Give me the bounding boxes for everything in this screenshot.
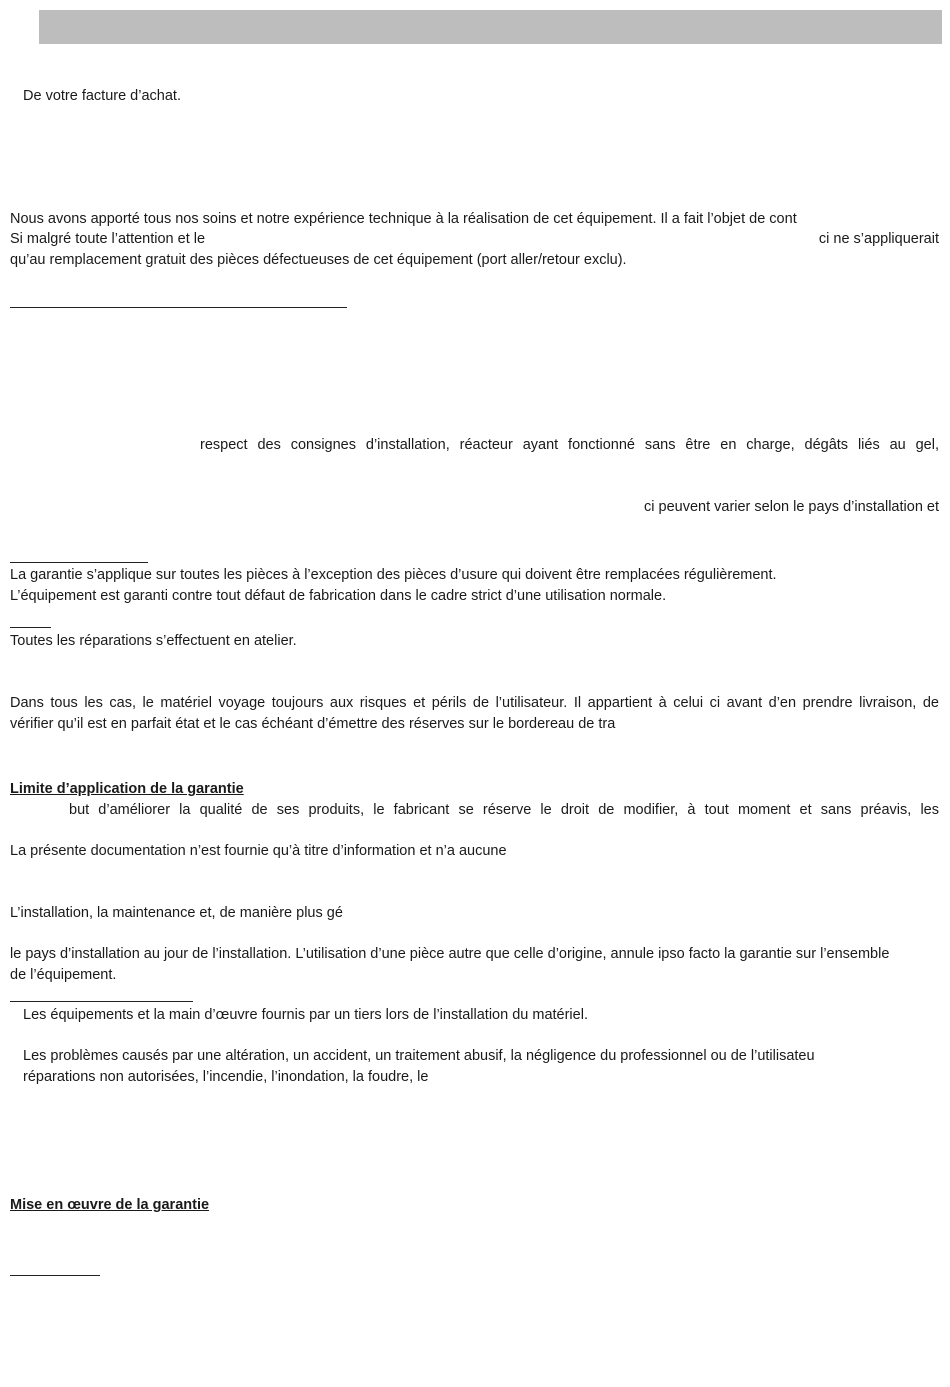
- text-line: ci peuvent varier selon le pays d’installation et: [644, 499, 939, 515]
- text-line: but d’améliorer la qualité de ses produits, le fabricant se réserve le droit de modifier, à tout moment et sans préavis, les: [69, 802, 939, 818]
- divider-line: [10, 627, 51, 628]
- text-line: réparations non autorisées, l’incendie, l’inondation, la foudre, le: [23, 1069, 429, 1085]
- text-line: La garantie s’applique sur toutes les pièces à l’exception des pièces d’usure qui doivent être remplacées régulièrement.: [10, 567, 777, 583]
- section-heading: Limite d’application de la garantie: [10, 781, 244, 797]
- divider-line: [10, 1001, 193, 1002]
- text-line: vérifier qu’il est en parfait état et le cas échéant d’émettre des réserves sur le bordereau de tra: [10, 716, 616, 732]
- text-line: ci ne s’appliquerait: [818, 231, 939, 247]
- divider-line: [10, 1275, 100, 1276]
- text-line: le pays d’installation au jour de l’installation. L’utilisation d’une pièce autre que celle d’origine, annule ipso facto la garantie sur l’ensemble: [10, 946, 890, 962]
- text-line: Les problèmes causés par une altération, un accident, un traitement abusif, la négligence du professionnel ou de l’utilisateu: [23, 1048, 815, 1064]
- divider-line: [10, 562, 148, 563]
- header-bar: [39, 10, 942, 44]
- divider-line: [10, 307, 347, 308]
- text-line: de l’équipement.: [10, 967, 117, 983]
- text-line: Si malgré toute l’attention et le: [10, 231, 206, 247]
- text-line: L’installation, la maintenance et, de manière plus gé: [10, 905, 343, 921]
- text-line: L’équipement est garanti contre tout défaut de fabrication dans le cadre strict d’une utilisation normale.: [10, 588, 667, 604]
- text-line: Dans tous les cas, le matériel voyage toujours aux risques et périls de l’utilisateur. Il appartient à celui ci avant d’en prendre livraison, de: [10, 695, 939, 711]
- text-line: Les équipements et la main d’œuvre fournis par un tiers lors de l’installation du matériel.: [23, 1007, 588, 1023]
- text-line: respect des consignes d’installation, réacteur ayant fonctionné sans être en charge, dégâts liés au gel,: [200, 437, 939, 453]
- text-line: Nous avons apporté tous nos soins et notre expérience technique à la réalisation de cet équipement. Il a fait l’objet de cont: [10, 211, 797, 227]
- section-heading: Mise en œuvre de la garantie: [10, 1197, 210, 1213]
- text-line: Toutes les réparations s’effectuent en atelier.: [10, 633, 297, 649]
- text-line: La présente documentation n’est fournie qu’à titre d’information et n’a aucune: [10, 843, 507, 859]
- text-line: De votre facture d’achat.: [23, 88, 181, 104]
- text-line: qu’au remplacement gratuit des pièces défectueuses de cet équipement (port aller/retour exclu).: [10, 252, 627, 268]
